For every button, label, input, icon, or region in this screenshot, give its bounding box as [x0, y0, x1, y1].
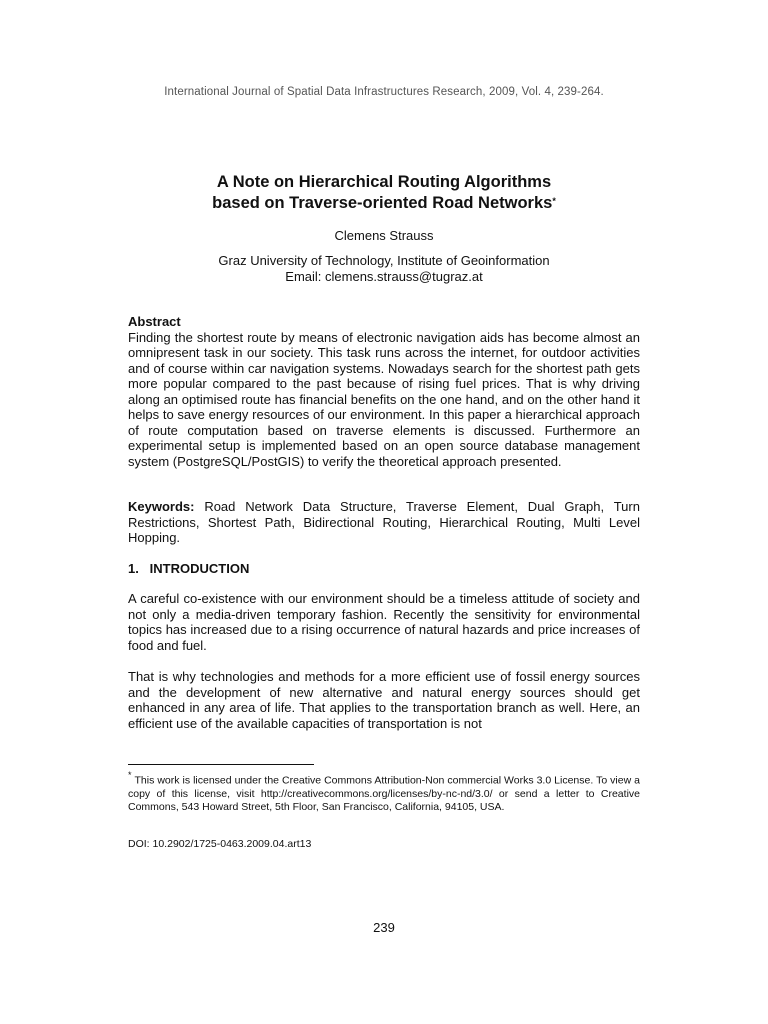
affiliation — [0, 253, 768, 285]
footnote-mark: * — [128, 770, 132, 780]
footnote-divider — [128, 764, 314, 765]
license-footnote — [128, 770, 640, 815]
footnote-text: This work is licensed under the Creative Commons Attribution-Non commercial Works 3.0 License. To view a copy of this license, visit http://creativecommons.org/licenses/by-nc-nd/3.0/ or send a letter to Creative Commons, 543 Howard Street, 5th Floor, San Francisco, California, 94105, USA. — [128, 774, 640, 814]
keywords-text: Road Network Data Structure, Traverse Element, Dual Graph, Turn Restrictions, Shortest Path, Bidirectional Routing, Hierarchical Routing, Multi Level Hopping. — [128, 499, 640, 545]
introduction-paragraph-1: A careful co-existence with our environment should be a timeless attitude of society and not only a media-driven temporary fashion. Recently the sensitivity for environmental topics has increased due to a rising occurrence of natural hazards and price increases of food and fuel. — [128, 591, 640, 653]
author-email[interactable]: Email: clemens.strauss@tugraz.at — [285, 269, 483, 284]
abstract-text: Finding the shortest route by means of electronic navigation aids has become almost an omnipresent task in our society. This task runs across the internet, for outdoor activities and of course within car navigation systems. Nowadays search for the shortest path gets more popular compared to the past because of rising fuel prices. That is why driving along an optimised route has financial benefits on the one hand, and on the other hand it helps to save energy resources of our environment. In this paper a hierarchical approach of route computation based on traverse elements is discussed. Furthermore an experimental setup is implemented based on an open source database management system (PostgreSQL/PostGIS) to verify the theoretical approach presented. — [128, 329, 640, 469]
keywords-label: Keywords: — [128, 499, 195, 514]
institution: Graz University of Technology, Institute of Geoinformation — [218, 253, 550, 268]
title-line-2-text: based on Traverse-oriented Road Networks — [212, 194, 553, 212]
doi[interactable]: DOI: 10.2902/1725-0463.2009.04.art13 — [128, 838, 312, 850]
introduction-heading-text: 1. INTRODUCTION — [128, 561, 250, 576]
introduction-heading — [128, 561, 640, 577]
paper-title — [0, 172, 768, 214]
title-footnote-mark[interactable]: * — [552, 196, 556, 206]
author-name: Clemens Strauss — [334, 228, 434, 243]
abstract-section — [128, 314, 640, 469]
title-line-1: A Note on Hierarchical Routing Algorithms — [216, 173, 552, 191]
introduction-paragraph-2: That is why technologies and methods for a more efficient use of fossil energy sources and the development of new alternative and natural energy sources should get enhanced in any area of life. That applies to the transportation branch as well. Here, an efficient use of the available capacities of transportation is not — [128, 669, 640, 731]
page-number: 239 — [373, 920, 395, 935]
running-head: International Journal of Spatial Data Infrastructures Research, 2009, Vol. 4, 239-264. — [164, 86, 604, 98]
title-line-2 — [0, 193, 768, 214]
keywords-section — [128, 499, 640, 546]
abstract-heading: Abstract — [128, 314, 181, 329]
